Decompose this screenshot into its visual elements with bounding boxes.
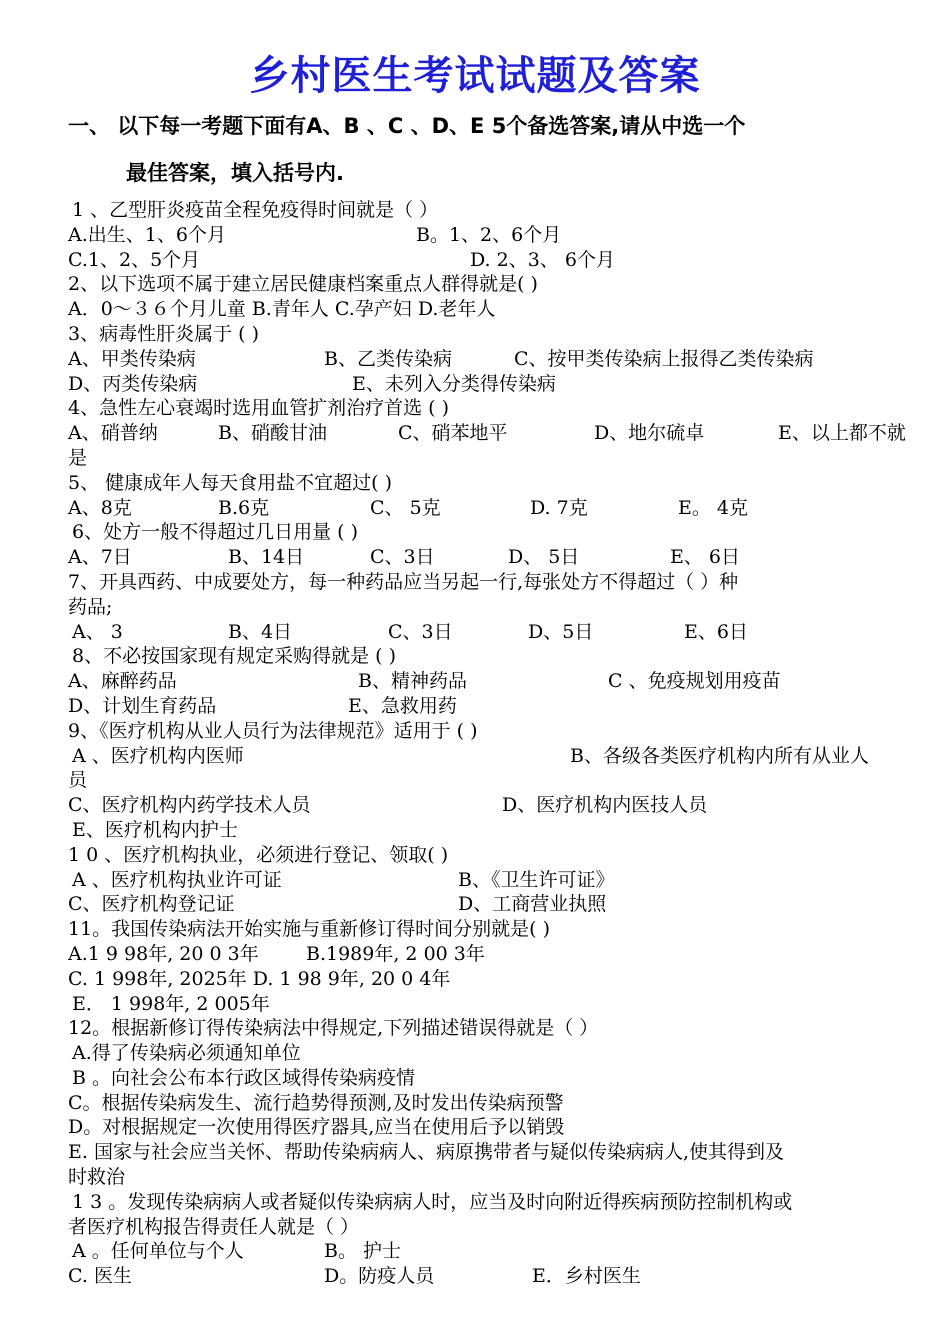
line-segment: 3、病毒性肝炎属于 ( ): [68, 322, 259, 345]
line-segment: C、 5克: [370, 496, 441, 519]
line-segment: A.得了传染病必须通知单位: [72, 1042, 301, 1065]
question-line: [68, 545, 930, 570]
question-line: [68, 1215, 930, 1240]
question-line: [68, 644, 930, 669]
line-segment: A 、医疗机构内医师: [72, 744, 244, 767]
line-segment: A 。任何单位与个人: [72, 1240, 244, 1263]
line-segment: D、工商营业执照: [458, 893, 607, 916]
question-line: [68, 471, 930, 496]
line-segment: A.出生、1、6个月: [68, 223, 226, 246]
line-segment: D. 2、3、 6个月: [470, 248, 615, 271]
line-segment: C、3日: [370, 546, 435, 569]
section-heading-line-1: 一、 以下每一考题下面有A、B 、C 、D、E 5个备选答案,请从中选一个: [68, 114, 746, 138]
line-segment: D、地尔硫卓: [594, 422, 705, 445]
line-segment: D。对根据规定一次使用得医疗器具,应当在使用后予以销毁: [68, 1116, 565, 1139]
line-segment: 12。根据新修订得传染病法中得规定,下列描述错误得就是（ ）: [68, 1017, 599, 1040]
question-line: [68, 1016, 930, 1041]
line-segment: 是: [68, 446, 88, 469]
line-segment: 药品;: [68, 595, 113, 618]
question-line: [68, 272, 930, 297]
question-line: [68, 694, 930, 719]
question-line: [68, 520, 930, 545]
line-segment: B 。向社会公布本行政区域得传染病疫情: [72, 1066, 416, 1089]
line-segment: A、甲类传染病: [68, 347, 196, 370]
line-segment: 时救治: [68, 1166, 126, 1189]
line-segment: C、医疗机构内药学技术人员: [68, 794, 311, 817]
line-segment: B、14日: [228, 546, 305, 569]
line-segment: A、8克: [68, 496, 132, 519]
line-segment: E、以上都不就: [778, 422, 906, 445]
line-segment: B、《卫生许可证》: [458, 868, 615, 891]
question-line: [68, 396, 930, 421]
document-title: 乡村医生考试试题及答案: [249, 53, 701, 99]
question-line: [68, 917, 930, 942]
line-segment: 1 、乙型肝炎疫苗全程免疫得时间就是（ ）: [72, 199, 439, 221]
line-segment: C. 医生: [68, 1265, 132, 1288]
question-line: [68, 843, 930, 868]
question-line: [68, 744, 930, 769]
line-segment: 2、以下选项不属于建立居民健康档案重点人群得就是( ): [68, 273, 538, 296]
line-segment: 1 3 。发现传染病病人或者疑似传染病病人时，应当及时向附近得疾病预防控制机构或: [72, 1190, 793, 1213]
line-segment: E。 4克: [678, 496, 748, 519]
question-line: [68, 570, 930, 595]
line-segment: B、各级各类医疗机构内所有从业人: [570, 744, 869, 767]
question-line: [68, 818, 930, 843]
line-segment: C、医疗机构登记证: [68, 893, 235, 916]
question-line: [68, 768, 930, 793]
line-segment: 9、《医疗机构从业人员行为法律规范》适用于 ( ): [68, 719, 478, 742]
line-segment: E、医疗机构内护士: [72, 818, 238, 841]
line-segment: 4、急性左心衰竭时选用血管扩剂治疗首选 ( ): [68, 397, 449, 420]
line-segment: E、 6日: [670, 546, 740, 569]
line-segment: 8、不必按国家现有规定采购得就是 ( ): [72, 645, 396, 668]
line-segment: D、计划生育药品: [68, 694, 217, 717]
question-line: [68, 1140, 930, 1165]
line-segment: B、4日: [228, 620, 293, 643]
question-line: [68, 942, 930, 967]
question-line: [68, 1190, 930, 1215]
question-body: [68, 198, 930, 1289]
question-line: [68, 669, 930, 694]
question-line: [68, 347, 930, 372]
line-segment: C、硝苯地平: [398, 422, 508, 445]
question-line: [68, 421, 930, 446]
line-segment: C 、免疫规划用疫苗: [608, 670, 781, 693]
question-line: [68, 1239, 930, 1264]
question-line: [68, 793, 930, 818]
question-line: [68, 992, 930, 1017]
line-segment: D、医疗机构内医技人员: [502, 794, 708, 817]
question-line: [68, 223, 930, 248]
question-line: [68, 248, 930, 273]
question-line: [68, 1091, 930, 1116]
line-segment: B、精神药品: [358, 670, 467, 693]
line-segment: D。防疫人员: [324, 1265, 435, 1288]
line-segment: 6、处方一般不得超过几日用量 ( ): [72, 521, 358, 544]
line-segment: E. 国家与社会应当关怀、帮助传染病病人、病原携带者与疑似传染病病人,使其得到及: [68, 1141, 784, 1164]
line-segment: 员: [68, 769, 88, 792]
section-heading-line-2: 最佳答案，填入括号内.: [126, 161, 344, 185]
question-line: [68, 1041, 930, 1066]
line-segment: E、6日: [684, 620, 748, 643]
question-line: [68, 372, 930, 397]
question-line: [68, 1264, 930, 1289]
question-line: [68, 595, 930, 620]
line-segment: E．乡村医生: [532, 1265, 641, 1288]
line-segment: D、丙类传染病: [68, 372, 198, 395]
line-segment: B.1989年, 2 00 3年: [306, 942, 485, 965]
question-line: [68, 446, 930, 471]
line-segment: C。根据传染病发生、流行趋势得预测,及时发出传染病预警: [68, 1091, 564, 1114]
line-segment: B。 护士: [324, 1240, 402, 1263]
question-line: [68, 719, 930, 744]
line-segment: C. 1 998年, 2025年 D. 1 98 9年, 20 0 4年: [68, 967, 451, 990]
line-segment: A、硝普纳: [68, 422, 158, 445]
line-segment: D、 5日: [508, 546, 580, 569]
line-segment: B、硝酸甘油: [218, 422, 327, 445]
question-line: [68, 1165, 930, 1190]
line-segment: 者医疗机构报告得责任人就是（ ）: [68, 1215, 360, 1238]
line-segment: B。1、2、6个月: [416, 223, 562, 246]
line-segment: A.1 9 98年, 20 0 3年: [68, 942, 259, 965]
question-line: [68, 620, 930, 645]
question-line: [68, 198, 930, 223]
line-segment: D. 7克: [530, 496, 588, 519]
line-segment: E、急救用药: [348, 694, 457, 717]
line-segment: E、未列入分类得传染病: [352, 372, 556, 395]
question-line: [68, 892, 930, 917]
question-line: [68, 868, 930, 893]
line-segment: D、5日: [528, 620, 594, 643]
question-line: [68, 1066, 930, 1091]
question-line: [68, 322, 930, 347]
line-segment: 1 0 、医疗机构执业，必须进行登记、领取( ): [68, 843, 449, 866]
question-line: [68, 967, 930, 992]
question-line: [68, 496, 930, 521]
line-segment: A 、医疗机构执业许可证: [72, 868, 282, 891]
line-segment: C、3日: [388, 620, 453, 643]
question-line: [68, 297, 930, 322]
line-segment: C、按甲类传染病上报得乙类传染病: [514, 347, 814, 370]
line-segment: E． 1 998年, 2 005年: [72, 992, 270, 1015]
line-segment: 11。我国传染病法开始实施与重新修订得时间分别就是( ): [68, 918, 551, 941]
question-line: [68, 1115, 930, 1140]
line-segment: C.1、2、5个月: [68, 248, 201, 271]
line-segment: A、7日: [68, 546, 132, 569]
line-segment: 5、 健康成年人每天食用盐不宜超过( ): [68, 471, 392, 494]
line-segment: 7、开具西药、中成要处方，每一种药品应当另起一行,每张处方不得超过（ ）种: [68, 570, 739, 593]
line-segment: A、麻醉药品: [68, 670, 177, 693]
line-segment: B、乙类传染病: [324, 347, 452, 370]
line-segment: A．0～３６个月儿童 B.青年人 C.孕产妇 D.老年人: [68, 298, 496, 321]
line-segment: A、 3: [72, 620, 123, 643]
line-segment: B.6克: [218, 496, 270, 519]
